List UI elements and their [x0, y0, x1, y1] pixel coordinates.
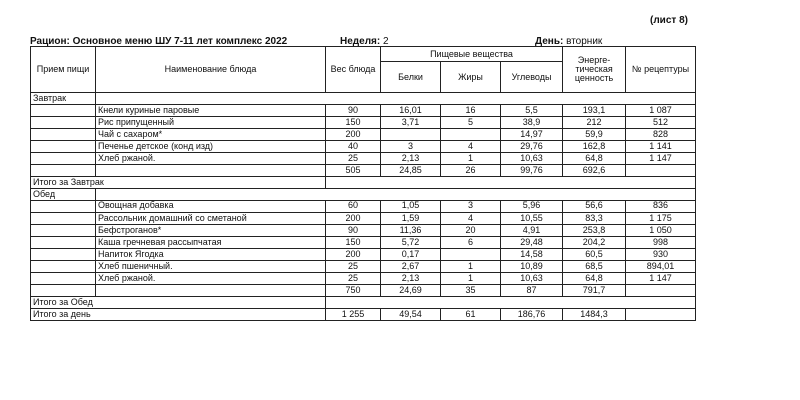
- weight-cell: 25: [326, 273, 381, 285]
- recipe-cell: 1 087: [626, 105, 696, 117]
- protein-cell: [381, 129, 441, 141]
- protein-cell: 3,71: [381, 117, 441, 129]
- recipe-cell: 836: [626, 201, 696, 213]
- protein-cell: 2,13: [381, 153, 441, 165]
- dish-cell: Кнели куриные паровые: [96, 105, 326, 117]
- recipe-cell: 1 141: [626, 141, 696, 153]
- meal-cell: [31, 261, 96, 273]
- energy-cell: 1484,3: [563, 309, 626, 321]
- fat-cell: 20: [441, 225, 501, 237]
- table-row: [31, 273, 696, 285]
- fat-cell: [441, 249, 501, 261]
- protein-cell: 16,01: [381, 105, 441, 117]
- protein-cell: 0,17: [381, 249, 441, 261]
- dish-cell: Рассольник домашний со сметаной: [96, 213, 326, 225]
- weight-cell: 150: [326, 237, 381, 249]
- meal-cell: [31, 105, 96, 117]
- header-row-1: [31, 47, 696, 62]
- carbs-cell: 10,63: [501, 273, 563, 285]
- meal-cell: [31, 129, 96, 141]
- table-row: [31, 129, 696, 141]
- table-row: [31, 153, 696, 165]
- breakfast-label: Завтрак: [31, 93, 96, 105]
- breakfast-total-row: [31, 177, 696, 189]
- recipe-cell: 930: [626, 249, 696, 261]
- lunch-label: Обед: [31, 189, 96, 201]
- weight-cell: 750: [326, 285, 381, 297]
- protein-cell: 49,54: [381, 309, 441, 321]
- protein-cell: 2,13: [381, 273, 441, 285]
- recipe-cell: 998: [626, 237, 696, 249]
- weight-cell: 90: [326, 105, 381, 117]
- table-row: [31, 249, 696, 261]
- carbs-cell: 14,58: [501, 249, 563, 261]
- recipe-cell: 894,01: [626, 261, 696, 273]
- section-spacer: [96, 189, 696, 201]
- breakfast-section-row: [31, 93, 696, 105]
- dish-cell: [96, 285, 326, 297]
- carbs-cell: 29,48: [501, 237, 563, 249]
- protein-cell: 11,36: [381, 225, 441, 237]
- total-spacer: [326, 297, 696, 309]
- weight-cell: 200: [326, 213, 381, 225]
- weight-cell: 505: [326, 165, 381, 177]
- energy-cell: 83,3: [563, 213, 626, 225]
- energy-cell: 64,8: [563, 153, 626, 165]
- meal-cell: [31, 237, 96, 249]
- protein-cell: 24,85: [381, 165, 441, 177]
- energy-cell: 204,2: [563, 237, 626, 249]
- day-total-row: [31, 309, 696, 321]
- dish-cell: Напиток Ягодка: [96, 249, 326, 261]
- carbs-cell: 5,5: [501, 105, 563, 117]
- protein-cell: 5,72: [381, 237, 441, 249]
- protein-cell: 3: [381, 141, 441, 153]
- dish-cell: Бефстроганов*: [96, 225, 326, 237]
- fat-cell: 4: [441, 141, 501, 153]
- table-row: [31, 261, 696, 273]
- carbs-cell: 87: [501, 285, 563, 297]
- energy-cell: 162,8: [563, 141, 626, 153]
- col-meal: Прием пищи: [31, 47, 96, 93]
- table-row: [31, 117, 696, 129]
- fat-cell: 6: [441, 237, 501, 249]
- carbs-cell: 5,96: [501, 201, 563, 213]
- recipe-cell: 1 147: [626, 153, 696, 165]
- recipe-cell: 512: [626, 117, 696, 129]
- energy-cell: 692,6: [563, 165, 626, 177]
- meal-cell: [31, 213, 96, 225]
- breakfast-total-label: Итого за Завтрак: [31, 177, 326, 189]
- carbs-cell: 4,91: [501, 225, 563, 237]
- carbs-cell: 29,76: [501, 141, 563, 153]
- meal-cell: [31, 225, 96, 237]
- carbs-cell: 10,89: [501, 261, 563, 273]
- col-protein: Белки: [381, 62, 441, 93]
- meal-cell: [31, 117, 96, 129]
- energy-cell: 56,6: [563, 201, 626, 213]
- table-row: [31, 237, 696, 249]
- col-dish: Наименование блюда: [96, 47, 326, 93]
- carbs-cell: 10,55: [501, 213, 563, 225]
- weight-cell: 25: [326, 153, 381, 165]
- energy-cell: 64,8: [563, 273, 626, 285]
- weight-cell: 60: [326, 201, 381, 213]
- col-recipe: № рецептуры: [626, 47, 696, 93]
- protein-cell: 24,69: [381, 285, 441, 297]
- fat-cell: 1: [441, 273, 501, 285]
- recipe-cell: 1 050: [626, 225, 696, 237]
- dish-cell: [96, 165, 326, 177]
- energy-cell: 59,9: [563, 129, 626, 141]
- recipe-cell: 1 147: [626, 273, 696, 285]
- table-row: [31, 165, 696, 177]
- protein-cell: 1,59: [381, 213, 441, 225]
- meal-cell: [31, 201, 96, 213]
- carbs-cell: 38,9: [501, 117, 563, 129]
- fat-cell: 4: [441, 213, 501, 225]
- fat-cell: 61: [441, 309, 501, 321]
- col-weight: Вес блюда: [326, 47, 381, 93]
- carbs-cell: 14,97: [501, 129, 563, 141]
- recipe-cell: [626, 309, 696, 321]
- energy-cell: 68,5: [563, 261, 626, 273]
- col-carbs: Углеводы: [501, 62, 563, 93]
- energy-cell: 253,8: [563, 225, 626, 237]
- weight-cell: 90: [326, 225, 381, 237]
- dish-cell: Овощная добавка: [96, 201, 326, 213]
- dish-cell: Чай с сахаром*: [96, 129, 326, 141]
- dish-cell: Хлеб ржаной.: [96, 273, 326, 285]
- col-nutrients: Пищевые вещества: [381, 47, 563, 62]
- weight-cell: 150: [326, 117, 381, 129]
- energy-cell: 212: [563, 117, 626, 129]
- energy-cell: 791,7: [563, 285, 626, 297]
- col-fat: Жиры: [441, 62, 501, 93]
- carbs-cell: 186,76: [501, 309, 563, 321]
- table-row: [31, 225, 696, 237]
- menu-table: [30, 46, 696, 321]
- meal-cell: [31, 141, 96, 153]
- weight-cell: 40: [326, 141, 381, 153]
- table-row: [31, 141, 696, 153]
- meal-cell: [31, 273, 96, 285]
- energy-cell: 193,1: [563, 105, 626, 117]
- weight-cell: 200: [326, 249, 381, 261]
- meal-cell: [31, 285, 96, 297]
- meal-cell: [31, 249, 96, 261]
- recipe-cell: 1 175: [626, 213, 696, 225]
- total-spacer: [326, 177, 696, 189]
- carbs-cell: 99,76: [501, 165, 563, 177]
- recipe-cell: [626, 165, 696, 177]
- lunch-section-row: [31, 189, 696, 201]
- dish-cell: Печенье детское (конд изд): [96, 141, 326, 153]
- protein-cell: 1,05: [381, 201, 441, 213]
- ration-title: Рацион: Основное меню ШУ 7-11 лет комплекс 2022: [30, 36, 288, 47]
- fat-cell: 1: [441, 261, 501, 273]
- table-row: [31, 201, 696, 213]
- dish-cell: Хлеб пшеничный.: [96, 261, 326, 273]
- table-row: [31, 105, 696, 117]
- meal-cell: [31, 165, 96, 177]
- day-value: вторник: [566, 36, 603, 47]
- day-label: День:: [535, 36, 564, 47]
- sheet-number: (лист 8): [650, 15, 688, 26]
- weight-cell: 25: [326, 261, 381, 273]
- fat-cell: [441, 129, 501, 141]
- protein-cell: 2,67: [381, 261, 441, 273]
- dish-cell: Каша гречневая рассыпчатая: [96, 237, 326, 249]
- fat-cell: 35: [441, 285, 501, 297]
- week-label: Неделя:: [340, 36, 381, 47]
- recipe-cell: 828: [626, 129, 696, 141]
- lunch-total-label: Итого за Обед: [31, 297, 326, 309]
- day-total-label: Итого за день: [31, 309, 326, 321]
- recipe-cell: [626, 285, 696, 297]
- dish-cell: Хлеб ржаной.: [96, 153, 326, 165]
- carbs-cell: 10,63: [501, 153, 563, 165]
- table-row: [31, 213, 696, 225]
- fat-cell: 16: [441, 105, 501, 117]
- fat-cell: 5: [441, 117, 501, 129]
- fat-cell: 3: [441, 201, 501, 213]
- meal-cell: [31, 153, 96, 165]
- lunch-total-row: [31, 297, 696, 309]
- table-row: [31, 285, 696, 297]
- energy-cell: 60,5: [563, 249, 626, 261]
- section-spacer: [96, 93, 696, 105]
- weight-cell: 1 255: [326, 309, 381, 321]
- weight-cell: 200: [326, 129, 381, 141]
- dish-cell: Рис припущенный: [96, 117, 326, 129]
- fat-cell: 1: [441, 153, 501, 165]
- fat-cell: 26: [441, 165, 501, 177]
- week-value: 2: [383, 36, 389, 47]
- col-energy: Энерге-тическая ценность: [563, 47, 626, 93]
